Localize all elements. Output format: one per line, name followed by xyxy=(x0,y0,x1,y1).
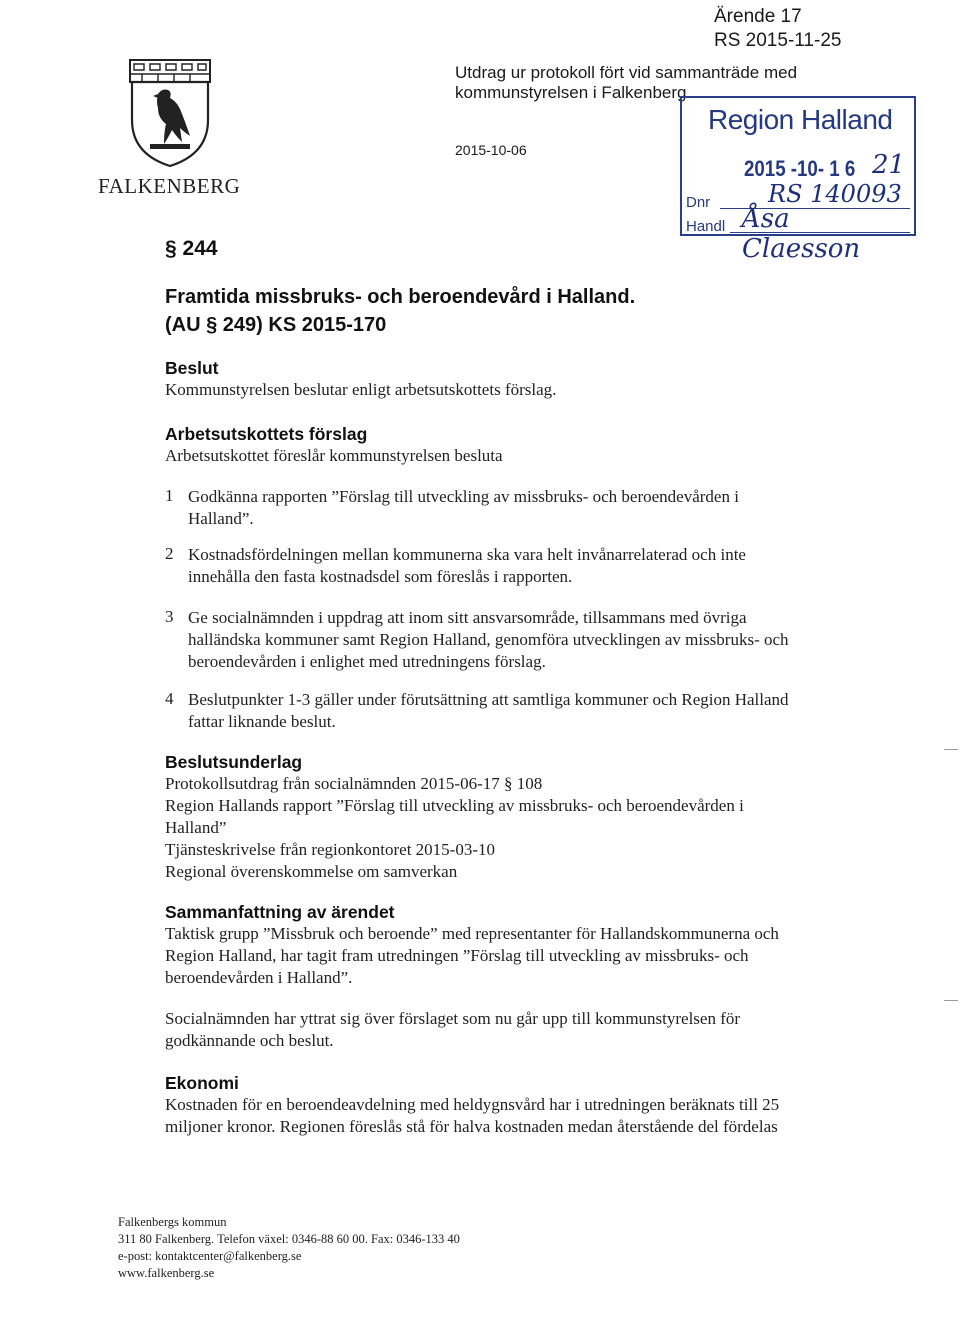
scan-edge-mark xyxy=(944,749,958,750)
list-item-line: fattar liknande beslut. xyxy=(188,712,336,731)
stamp-handwritten-number: 21 xyxy=(872,150,906,180)
paragraph-title-line-1: Framtida missbruks- och beroendevård i Halland. xyxy=(165,286,636,308)
underlag-heading: Beslutsunderlag xyxy=(165,752,303,772)
list-item-line: innehålla den fasta kostnadsdel som föreslås i rapporten. xyxy=(188,567,573,586)
ekonomi-text xyxy=(165,1094,779,1138)
underlag-line: Halland” xyxy=(165,818,227,837)
footer-website: www.falkenberg.se xyxy=(118,1266,215,1280)
footer-address: 311 80 Falkenberg. Telefon växel: 0346-88 60 00. Fax: 0346-133 40 xyxy=(118,1232,460,1246)
municipality-name: FALKENBERG xyxy=(98,174,241,198)
list-item-number: 3 xyxy=(165,607,174,626)
paragraph-line: Region Halland, har tagit fram utredningen ”Förslag till utveckling av missbruks- och xyxy=(165,946,749,965)
stamp-date: 2015 -10- 1 6 xyxy=(744,156,856,181)
underlag-line: Regional överenskommelse om samverkan xyxy=(165,862,458,881)
stamp-dnr-value: RS 140093 xyxy=(768,180,902,208)
paragraph-line: beroendevården i Halland”. xyxy=(165,968,353,987)
list-item-text xyxy=(188,607,848,673)
footer xyxy=(118,1214,460,1282)
list-item-number: 2 xyxy=(165,544,174,563)
list-item-line: Kostnadsfördelningen mellan kommunerna ska vara helt invånarrelaterad och inte xyxy=(188,545,746,564)
stamp-handl-label: Handl xyxy=(686,218,726,235)
stamp-handl-signature: Åsa Claesson xyxy=(742,204,861,264)
paragraph-title-line-2: (AU § 249) KS 2015-170 xyxy=(165,314,387,336)
forslag-heading: Arbetsutskottets förslag xyxy=(165,424,368,444)
sammanfattning-paragraph-1 xyxy=(165,923,779,989)
stamp-dnr-label: Dnr xyxy=(686,194,711,211)
protocol-extract-line-1: Utdrag ur protokoll fört vid sammanträde med xyxy=(455,63,798,82)
beslut-heading: Beslut xyxy=(165,358,219,378)
list-item-number: 4 xyxy=(165,689,174,708)
underlag-list xyxy=(165,773,744,883)
list-item-line: beroendevården i enlighet med utredningens förslag. xyxy=(188,652,546,671)
paragraph-line: miljoner kronor. Regionen föreslås stå för halva kostnaden medan återstående del fördelas xyxy=(165,1117,778,1136)
rs-date: RS 2015-11-25 xyxy=(714,30,842,51)
paragraph-number: § 244 xyxy=(165,237,218,260)
paragraph-line: godkännande och beslut. xyxy=(165,1031,334,1050)
forslag-intro: Arbetsutskottet föreslår kommunstyrelsen besluta xyxy=(165,446,503,465)
paragraph-line: Kostnaden för en beroendeavdelning med heldygnsvård har i utredningen beräknats till 25 xyxy=(165,1095,780,1114)
list-item-text xyxy=(188,486,848,530)
list-item-text xyxy=(188,544,848,588)
stamp-organization: Region Halland xyxy=(708,104,893,135)
received-stamp xyxy=(680,96,916,264)
scan-edge-mark xyxy=(944,1000,958,1001)
case-number: Ärende 17 xyxy=(714,6,802,27)
beslut-text: Kommunstyrelsen beslutar enligt arbetsutskottets förslag. xyxy=(165,380,557,399)
protocol-extract-line-2: kommunstyrelsen i Falkenberg xyxy=(455,83,687,102)
list-item-text xyxy=(188,689,848,733)
list-item-number: 1 xyxy=(165,486,174,505)
underlag-line: Protokollsutdrag från socialnämnden 2015-06-17 § 108 xyxy=(165,774,543,793)
paragraph-line: Taktisk grupp ”Missbruk och beroende” med representanter för Hallandskommunerna och xyxy=(165,924,779,943)
list-item-line: Beslutpunkter 1-3 gäller under förutsättning att samtliga kommuner och Region Halland xyxy=(188,690,789,709)
sammanfattning-paragraph-2 xyxy=(165,1008,740,1052)
list-item-line: halländska kommuner samt Region Halland, genomföra utvecklingen av missbruks- och xyxy=(188,630,789,649)
sammanfattning-heading: Sammanfattning av ärendet xyxy=(165,902,395,922)
ekonomi-heading: Ekonomi xyxy=(165,1073,239,1093)
list-item-line: Godkänna rapporten ”Förslag till utveckling av missbruks- och beroendevården i xyxy=(188,487,739,506)
footer-email: e-post: kontaktcenter@falkenberg.se xyxy=(118,1249,302,1263)
falkenberg-coat-of-arms-icon xyxy=(128,58,212,168)
underlag-line: Tjänsteskrivelse från regionkontoret 2015-03-10 xyxy=(165,840,495,859)
list-item-line: Ge socialnämnden i uppdrag att inom sitt ansvarsområde, tillsammans med övriga xyxy=(188,608,747,627)
paragraph-line: Socialnämnden har yttrat sig över förslaget som nu går upp till kommunstyrelsen för xyxy=(165,1009,741,1028)
footer-org: Falkenbergs kommun xyxy=(118,1215,227,1229)
list-item-line: Halland”. xyxy=(188,509,254,528)
document-date: 2015-10-06 xyxy=(455,142,527,158)
underlag-line: Region Hallands rapport ”Förslag till utveckling av missbruks- och beroendevården i xyxy=(165,796,744,815)
